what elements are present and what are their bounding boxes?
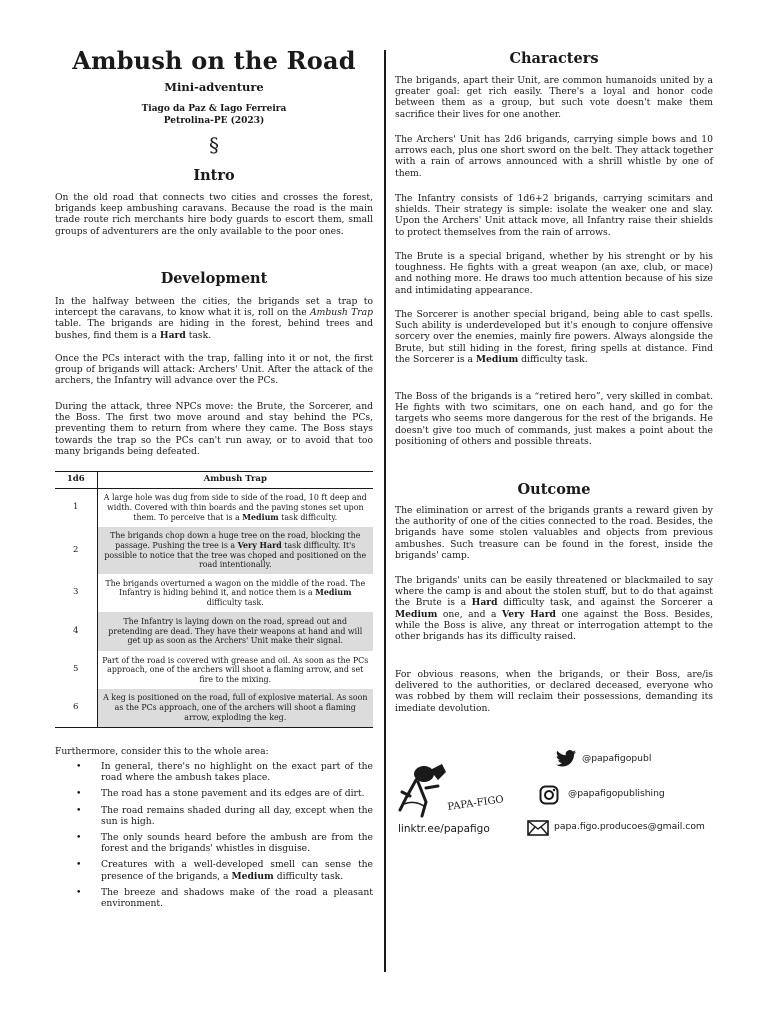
table-row	[55, 527, 373, 574]
instagram-icon	[539, 785, 559, 809]
characters-paragraph-2: The Archers' Unit has 2d6 brigands, carrying simple bows and 10 arrows each, plus one short sword on the belt. They attack together with a rain of arrows announced with a shrill whistle by one of them.	[395, 134, 713, 179]
authors-block	[55, 103, 373, 127]
table-cell-description	[97, 527, 373, 574]
out-p2-a: The brigands' units can be easily threatened or blackmailed to say where the camp is and about the stolen stuff, but to do that against the Brute is a	[395, 575, 713, 609]
table-cell-roll: 4	[55, 612, 97, 651]
document-subtitle: Mini-adventure	[164, 80, 264, 94]
dev-p1-a: In the halfway between the cities, the brigands set a trap to intercept the caravans, to know what it is, roll on the	[55, 296, 373, 319]
authors-location: Petrolina-PE (2023)	[163, 116, 265, 126]
list-item	[55, 805, 373, 827]
out-p2-c: one, and a	[437, 608, 502, 620]
characters-paragraph-5	[395, 309, 713, 365]
characters-paragraph-6: The Boss of the brigands is a “retired hero”, very skilled in combat. He fights with two scimitars, one on each hand, and go for the targets who seems more dangerous for the rest of the brigands. He doesn't give too much of commands, just makes a point about the positioning of others and possible threats.	[395, 391, 713, 447]
logo-wordmark: PAPA-FIGO	[446, 794, 505, 813]
cell-text-end: difficulty task.	[206, 597, 264, 607]
table-row	[55, 689, 373, 727]
list-item	[55, 761, 373, 783]
char-p5-bold: Medium	[475, 353, 519, 365]
twitter-icon	[555, 749, 577, 773]
list-item	[55, 887, 373, 909]
table-cell-description	[97, 488, 373, 527]
table-cell-description: The Infantry is laying down on the road, spread out and pretending are dead. They have their weapons at hand and will get up as soon as the Archers' Unit make their signal.	[97, 612, 373, 651]
section-mark: §	[209, 133, 219, 157]
dev-p1-b: table. The brigands are hiding in the forest, behind trees and bushes, find them is a	[55, 318, 373, 341]
outcome-paragraph-2	[395, 575, 713, 642]
papa-figo-logo	[396, 758, 506, 824]
outcome-heading: Outcome	[517, 481, 591, 498]
dev-p1-italic: Ambush Trap	[310, 307, 373, 319]
intro-text: On the old road that connects two cities and crosses the forest, brigands keep ambushing caravans. Because the road is the main trade route rich merchants hire body guards to escort them, small groups of adventurers are the only available to the poor ones.	[55, 192, 373, 237]
development-paragraph-3: During the attack, three NPCs move: the Brute, the Sorcerer, and the Boss. The first two move around and stay behind the PCs, preventing them to return from where they came. The Boss stays towards the trap so the PCs can't run away, or to avoid that too many brigands being defeated.	[55, 401, 373, 457]
outcome-paragraph-1: The elimination or arrest of the brigands grants a reward given by the authority of one of the cities connected to the road. Besides, the brigands have some stolen valuables and objects from previous ambushes. Such treasure can be found in the forest, inside the brigands' camp.	[395, 505, 713, 561]
out-p2-bold-3: Very Hard	[501, 608, 556, 620]
characters-paragraph-3: The Infantry consists of 1d6+2 brigands, carrying scimitars and shields. Their strategy is simple: isolate the weaker one and slay. Upon the Archers' Unit attack move, all Infantry raise their shields to protect themselves from the rain of arrows.	[395, 193, 713, 238]
bullet-text-end: difficulty task.	[273, 870, 344, 882]
bullet-text: The road has a stone pavement and its edges are of dirt.	[101, 788, 365, 800]
authors-names: Tiago da Paz & Iago Ferreira	[141, 104, 287, 114]
table-cell-roll: 2	[55, 527, 97, 574]
table-cell-description	[97, 574, 373, 612]
table-cell-roll: 3	[55, 574, 97, 612]
bullet-text: The breeze and shadows make of the road a pleasant environment.	[101, 886, 373, 910]
characters-paragraph-1: The brigands, apart their Unit, are common humanoids united by a greater goal: get rich easily. There's a loyal and honor code between them as a group, but such vote doesn't make them sacrifice their lives for one another.	[395, 75, 713, 120]
intro-heading: Intro	[193, 167, 235, 184]
development-heading: Development	[160, 270, 268, 287]
bullet-text: In general, there's no highlight on the exact part of the road where the ambush takes place.	[101, 761, 373, 784]
ambush-trap-table	[55, 471, 373, 728]
characters-heading: Characters	[509, 50, 599, 67]
table-cell-roll: 5	[55, 651, 97, 689]
table-row	[55, 574, 373, 612]
cell-text-end: task difficulty. It's possible to notice that the tree was choped and positioned on the road intentionally.	[104, 541, 367, 570]
table-cell-description: Part of the road is covered with grease and oil. As soon as the PCs approach, one of the archers will shoot a flaming arrow, and set fire to the mixing.	[102, 655, 369, 684]
document-title: Ambush on the Road	[72, 46, 356, 75]
out-p2-bold-1: Hard	[471, 597, 498, 609]
table-header-die: 1d6	[55, 472, 97, 489]
outcome-paragraph-3: For obvious reasons, when the brigands, or their Boss, are/is delivered to the authorities, or declared deceased, everyone who was robbed by them will reclaim their possessions, demanding its imediate devolution.	[395, 669, 713, 714]
list-item	[55, 832, 373, 854]
development-paragraph-2: Once the PCs interact with the trap, falling into it or not, the first group of brigands will attack: Archers' Unit. After the attack of the archers, the Infantry will advance over the PCs.	[55, 353, 373, 387]
twitter-handle[interactable]: @papafigopubl	[582, 753, 652, 764]
list-item	[55, 859, 373, 881]
development-paragraph-1	[55, 296, 373, 341]
cell-bold: Medium	[242, 512, 279, 522]
out-p2-bold-2: Medium	[395, 608, 438, 620]
cell-bold: Very Hard	[237, 541, 282, 550]
cell-bold: Medium	[315, 588, 352, 598]
table-cell-roll: 6	[55, 689, 97, 727]
cell-text: The brigands overturned a wagon on the middle of the road. The Infantry is hiding behind it, and notice them is a	[105, 578, 366, 598]
dev-p1-c: task.	[185, 329, 212, 341]
table-cell-roll: 1	[55, 488, 97, 527]
out-p2-d: one against the Boss. Besides, while the Boss is alive, any threat or interrogation attempt to the other brigands has its difficulty raised.	[395, 608, 713, 643]
char-p5-a: The Sorcerer is another special brigand, being able to cast spells. Such ability is underdeveloped but it's enough to conjure offensive sorcery over the enemies, mainly fire powers. Always alongside the Brute, but still hiding in the forest, firing spells at distance. Find the Sorcerer is a	[395, 309, 713, 365]
table-row	[55, 488, 373, 527]
bullet-text: The road remains shaded during all day, except when the sun is high.	[101, 804, 373, 827]
email-address[interactable]: papa.figo.producoes@gmail.com	[554, 821, 705, 832]
bullet-bold: Medium	[231, 870, 274, 882]
table-cell-description: A keg is positioned on the road, full of explosive material. As soon as the PCs approach, one of the archers will shoot a flaming arrow, exploding the keg.	[97, 689, 373, 727]
table-header-row	[55, 472, 373, 489]
cell-text: A large hole was dug from side to side of the road, 10 ft deep and width. Covered with thin boards and the paving stones set upon them. To perceive that is a	[103, 493, 367, 522]
instagram-handle[interactable]: @papafigopublishing	[568, 788, 665, 799]
linktree-link[interactable]: linktr.ee/papafigo	[398, 823, 490, 835]
dev-p1-bold: Hard	[159, 329, 186, 341]
email-icon	[527, 820, 549, 840]
table-row	[55, 651, 373, 689]
bullet-text: The only sounds heard before the ambush are from the forest and the brigands' whistles in disguise.	[101, 832, 373, 855]
out-p2-b: difficulty task, and against the Sorcerer a	[497, 597, 713, 609]
column-divider	[384, 50, 386, 972]
table-header-title: Ambush Trap	[97, 472, 373, 489]
list-item	[55, 788, 373, 799]
char-p5-b: difficulty task.	[518, 353, 588, 365]
cell-text: The brigands chop down a huge tree on the road, blocking the passage. Pushing the tree is a	[110, 531, 361, 550]
area-bullet-list	[55, 761, 373, 914]
bullet-text: Creatures with a well-developed smell can sense the presence of the brigands, a	[101, 859, 373, 882]
area-intro: Furthermore, consider this to the whole area:	[55, 746, 269, 757]
cell-text-end: task difficulty.	[278, 512, 338, 522]
characters-paragraph-4: The Brute is a special brigand, whether by his strenght or by his toughness. He fights with a great weapon (an axe, club, or mace) and nothing more. He draws too much attention because of his size and intimidating appearance.	[395, 251, 713, 296]
table-row	[55, 612, 373, 651]
